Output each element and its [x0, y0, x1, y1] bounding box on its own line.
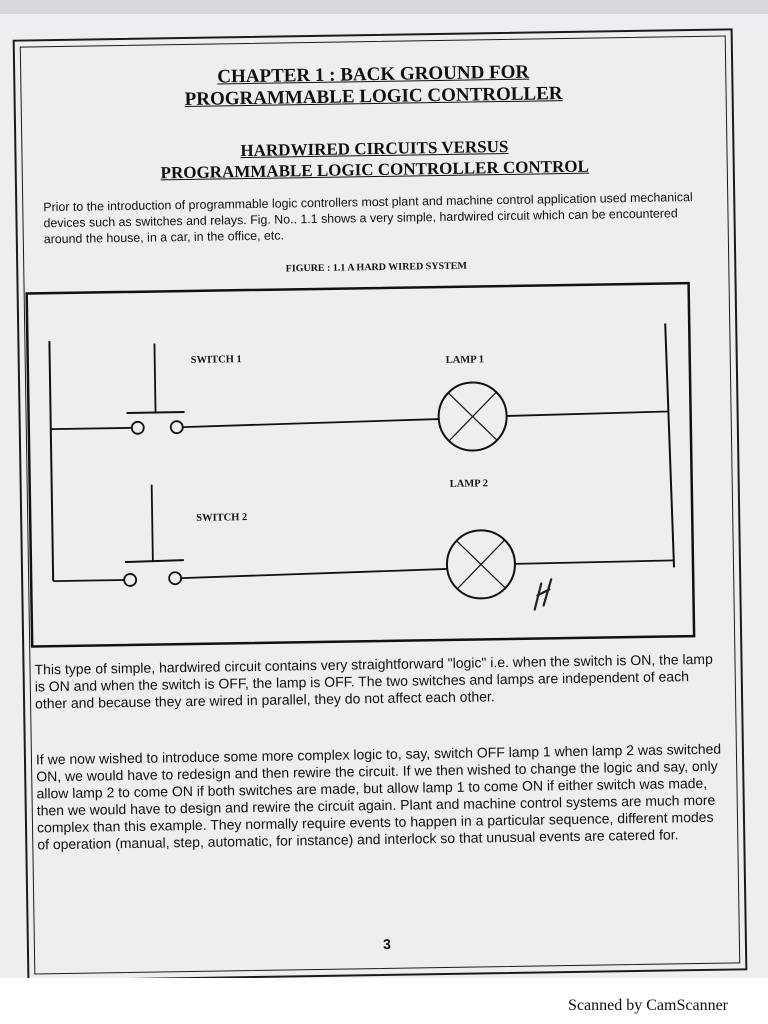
section-title-line-1: HARDWIRED CIRCUITS VERSUS [240, 136, 509, 161]
pen-mark [534, 579, 551, 609]
section-title-line-2: PROGRAMMABLE LOGIC CONTROLLER CONTROL [160, 156, 590, 183]
chapter-title-line-1: CHAPTER 1 : BACK GROUND FOR [217, 61, 530, 88]
switch-1-label: SWITCH 1 [190, 354, 242, 366]
switch-1-contact-left [132, 422, 144, 434]
scan-footer [0, 978, 768, 1024]
rung-1-wire-right [507, 411, 668, 416]
chapter-title-line-2: PROGRAMMABLE LOGIC CONTROLLER [184, 83, 563, 111]
body-paragraph-1: This type of simple, hardwired circuit contains very straightforward "logic" i.e. when the switch is ON, the lamp is ON and when the switch is OFF, the lamp is OFF. The two switches and lamps are independent of each other and because they are wired in parallel, they do not affect each other. [34, 650, 713, 712]
rung-2-wire-left [53, 580, 124, 581]
switch-2-bar [125, 560, 184, 562]
switch-2-stem [152, 485, 153, 561]
rung-1-wire-left [51, 428, 132, 429]
camscanner-watermark: Scanned by CamScanner [568, 997, 728, 1014]
left-rail [49, 341, 53, 581]
page-frame [13, 28, 748, 978]
intro-paragraph: Prior to the introduction of programmable logic controllers most plant and machine control application used mechanical devices such as switches and relays. Fig. No.. 1.1 shows a very simple, hardwired circuit which can be encountered around the house, in a car, in the office, etc. [43, 190, 693, 247]
document-page [0, 14, 768, 978]
switch-1-stem [154, 344, 155, 413]
switch-2-contact-left [124, 574, 136, 586]
lamp-1-label: LAMP 1 [445, 354, 485, 366]
rung-2-wire-right [515, 560, 674, 563]
lamp-1-symbol [438, 382, 507, 451]
lamp-2-label: LAMP 2 [449, 478, 489, 490]
scan-background [0, 0, 768, 14]
rung-1-wire-mid [183, 419, 439, 427]
lamp-2-symbol [446, 530, 515, 599]
right-rail [665, 323, 674, 567]
rung-2-wire-mid [181, 569, 447, 578]
page-number: 3 [382, 935, 391, 953]
body-paragraph-2: If we now wished to introduce some more complex logic to, say, switch OFF lamp 1 when lamp 2 was switched ON, we would have to redesign and then rewire the circuit. If we then wished to change the logic and say, only allow lamp 2 to come ON if both switches are made, but allow lamp 1 to come ON if either switch was made, then we would have to design and rewire the circuit again. Plant and machine control systems are much more complex than this example. They normally require events to happen in a particular sequence, different modes of operation (manual, step, automatic, for instance) and interlock so that unusual events are catered for. [35, 740, 722, 853]
circuit-diagram [25, 281, 697, 648]
switch-2-contact-right [169, 572, 181, 584]
diagram-border [27, 283, 694, 646]
figure-caption: FIGURE : 1.1 A HARD WIRED SYSTEM [285, 260, 467, 275]
switch-2-label: SWITCH 2 [196, 512, 248, 524]
switch-1-contact-right [171, 421, 183, 433]
